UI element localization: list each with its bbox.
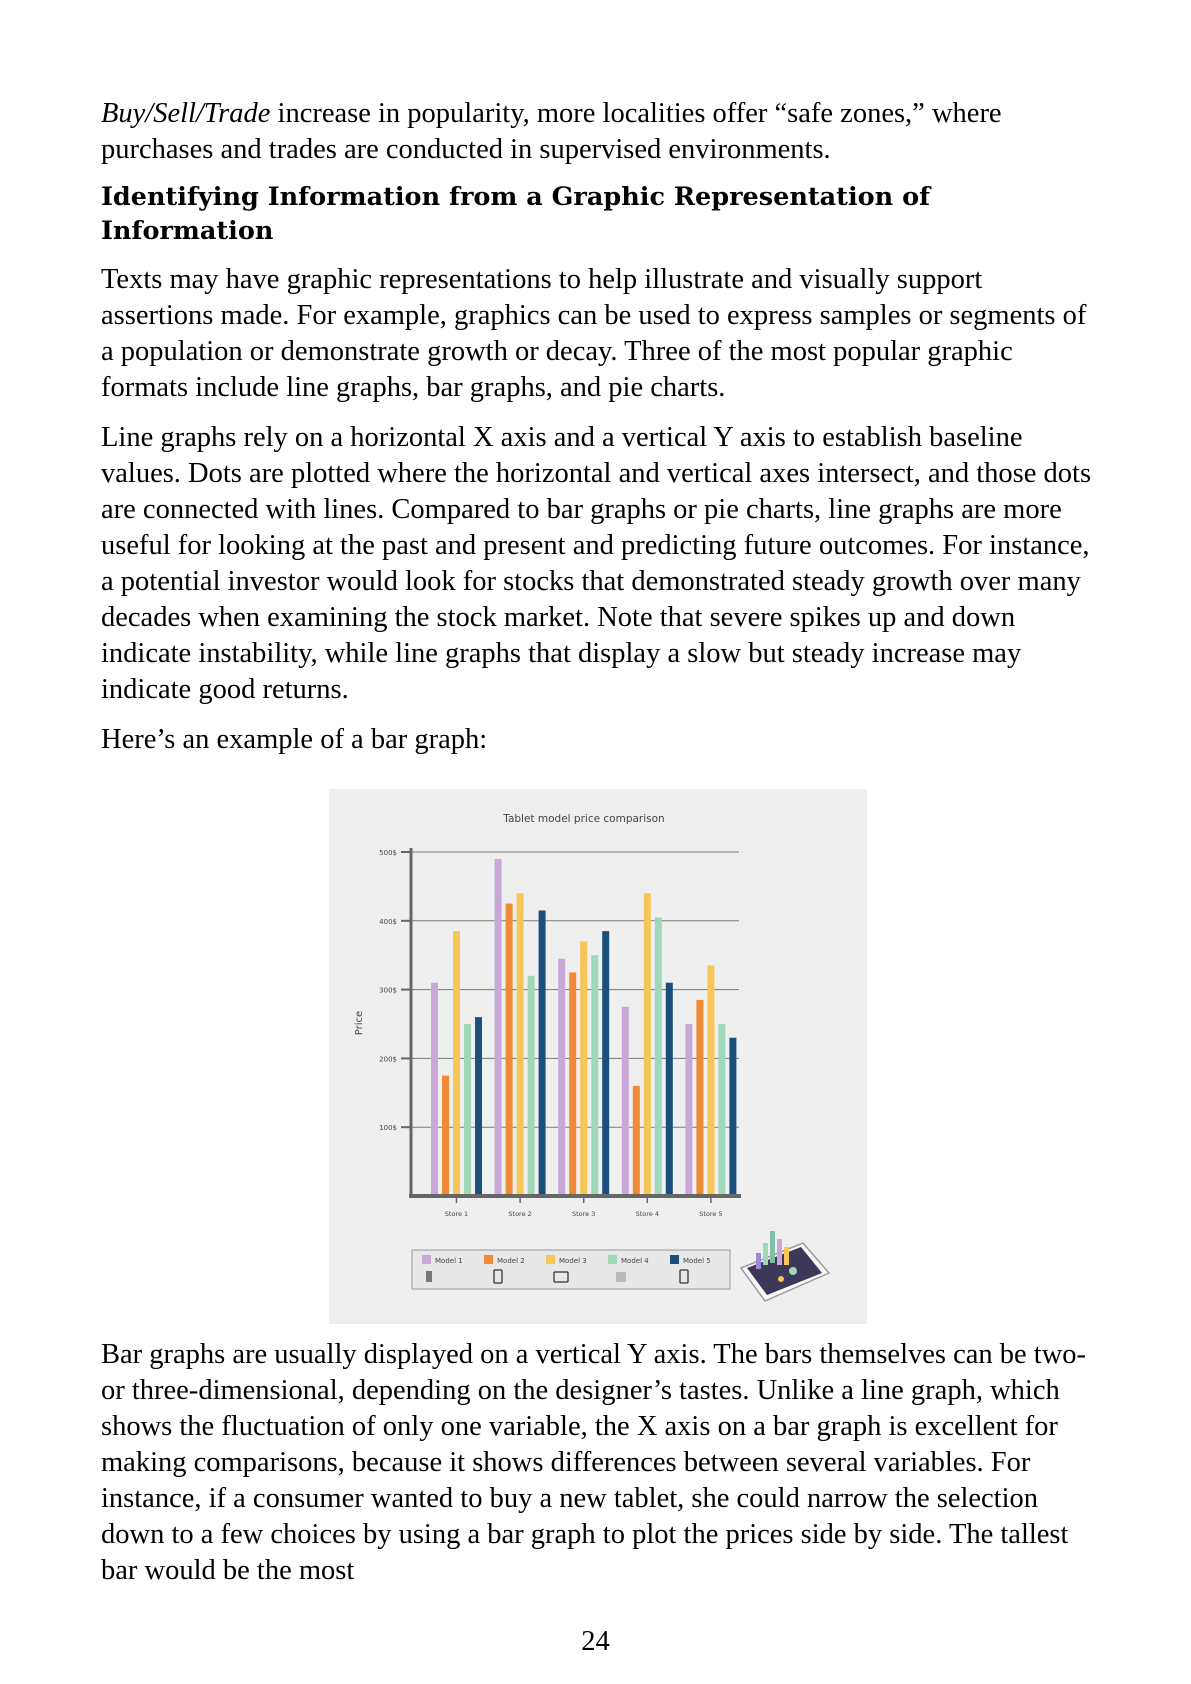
bar: [602, 931, 609, 1196]
bar: [729, 1038, 736, 1196]
x-tick-label: Store 1: [444, 1210, 469, 1218]
bar: [558, 959, 565, 1196]
tablet-gray-icon: [616, 1272, 626, 1282]
x-tick-label: Store 5: [699, 1210, 723, 1218]
legend-swatch: [608, 1255, 617, 1264]
paragraph-5: Bar graphs are usually displayed on a vertical Y axis. The bars themselves can be two- or three-dimensional, depending on the designer’s tastes. Unlike a line graph, which shows the fluctuation of only one variable, the X axis on a bar graph is excellent for making comparisons, because it shows differences between several variables. For instance, if a consumer wanted to buy a new tablet, she could narrow the selection down to a few choices by using a bar graph to plot the prices side by side. The tallest bar would be the most: [101, 1339, 1087, 1586]
y-tick-label: 400$: [379, 917, 397, 926]
y-axis-label: Price: [354, 1010, 365, 1036]
bar: [666, 983, 673, 1196]
bar: [495, 859, 502, 1196]
bar-chart-figure: [329, 789, 867, 1324]
bar-chart: [329, 789, 867, 1324]
bar: [644, 893, 651, 1196]
bar: [718, 1024, 725, 1196]
bar: [464, 1024, 471, 1196]
y-tick-label: 300$: [379, 986, 397, 995]
bar: [591, 955, 598, 1196]
bars: [431, 859, 736, 1196]
bar: [685, 1024, 692, 1196]
bar: [655, 917, 662, 1196]
bar: [696, 1000, 703, 1196]
paragraph-4: Here’s an example of a bar graph:: [101, 724, 488, 755]
x-tick-label: Store 3: [572, 1210, 596, 1218]
bar: [453, 931, 460, 1196]
y-tick-label: 200$: [379, 1055, 397, 1064]
bar: [707, 966, 714, 1196]
legend-label: Model 3: [559, 1257, 587, 1265]
legend-label: Model 4: [621, 1257, 649, 1265]
bar: [442, 1076, 449, 1196]
y-tick-label: 500$: [379, 849, 397, 857]
paragraph-1-text: increase in popularity, more localities offer “safe zones,” where purchases and trades are conducted in supervised environments.: [101, 98, 1002, 165]
section-heading: Identifying Information from a Graphic Representation of Information: [101, 182, 931, 246]
paragraph-1: [101, 96, 1101, 168]
bar: [528, 976, 535, 1196]
bar: [569, 972, 576, 1196]
legend-label: Model 2: [497, 1257, 525, 1265]
italic-term: Buy/Sell/Trade: [101, 98, 271, 129]
x-tick-label: Store 2: [508, 1210, 532, 1218]
page-number: 24: [581, 1626, 610, 1657]
tablet-illustration-icon: [741, 1231, 829, 1301]
bar: [622, 1007, 629, 1196]
legend-swatch: [670, 1255, 679, 1264]
bar: [431, 983, 438, 1196]
page-body: [101, 96, 1101, 758]
tablet-icon: [426, 1271, 432, 1282]
legend-swatch: [422, 1255, 431, 1264]
bar: [506, 904, 513, 1196]
legend-label: Model 1: [435, 1257, 463, 1265]
x-tick-label: Store 4: [635, 1210, 659, 1218]
bar: [539, 910, 546, 1196]
bar: [475, 1017, 482, 1196]
paragraph-3: Line graphs rely on a horizontal X axis and a vertical Y axis to establish baseline values. Dots are plotted where the horizontal and vertical axes intersect, and those dots are connected with lines. Compared to bar graphs or pie charts, line graphs are more useful for looking at the past and present and predicting future outcomes. For instance, a potential investor would look for stocks that demonstrated steady growth over many decades when examining the stock market. Note that severe spikes up and down indicate instability, while line graphs that display a slow but steady increase may indicate good returns.: [101, 422, 1092, 705]
bar: [633, 1086, 640, 1196]
legend-label: Model 5: [683, 1257, 711, 1265]
legend: [412, 1250, 730, 1289]
page-body-continued: [101, 1337, 1101, 1589]
legend-swatch: [484, 1255, 493, 1264]
chart-title: Tablet model price comparison: [503, 813, 665, 825]
bar: [517, 893, 524, 1196]
legend-swatch: [546, 1255, 555, 1264]
paragraph-2: Texts may have graphic representations to help illustrate and visually support assertions made. For example, graphics can be used to express samples or segments of a population or demonstrate growth or decay. Three of the most popular graphic formats include line graphs, bar graphs, and pie charts.: [101, 264, 1087, 403]
y-tick-label: 100$: [379, 1124, 397, 1133]
bar: [580, 941, 587, 1196]
